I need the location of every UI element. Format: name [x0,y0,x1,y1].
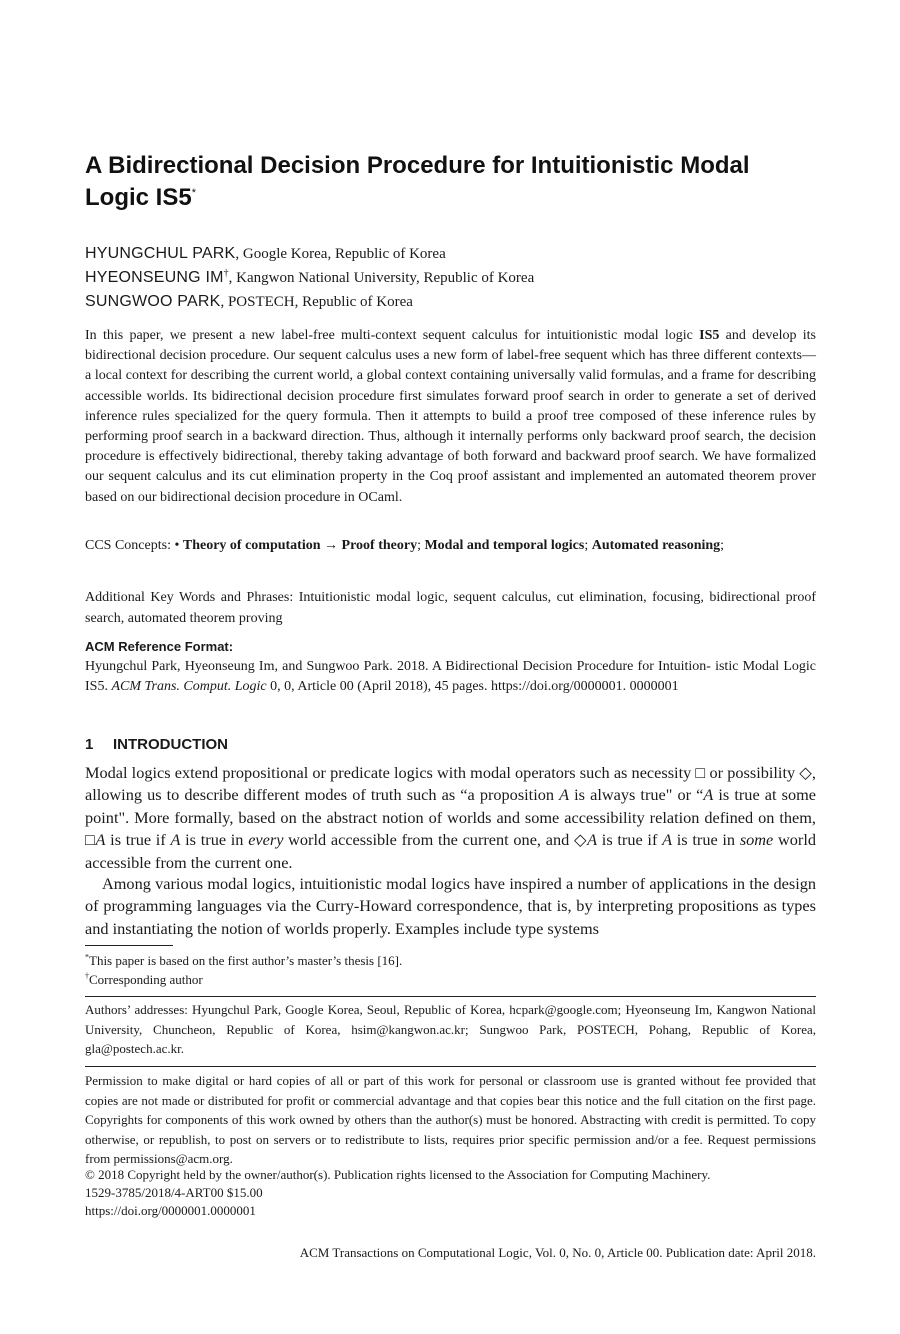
math-var: A [95,830,106,850]
intro-text: is true at some point". More formally, based on the abstract notion of worlds and some accessibility relation defined on them, □ [85,785,816,850]
intro-text: is true if [597,830,663,850]
footnote-text: This paper is based on the first author’s master’s thesis [16]. [89,953,403,968]
reference-format-heading: ACM Reference Format: [85,639,234,654]
author-affiliation: , Google Korea, Republic of Korea [235,246,446,262]
abstract-logic-name: IS5 [699,328,720,343]
footnote-mark: * [85,952,89,962]
intro-text: is true in [672,830,740,850]
author-line [85,290,816,314]
footnote-divider [85,945,173,946]
section-heading [85,734,228,756]
intro-text: world accessible from the current one, and ◇ [283,830,588,850]
page-footer: ACM Transactions on Computational Logic, Vol. 0, No. 0, Article 00. Publication date: April 2018. [299,1245,816,1260]
section-number: 1 [85,736,94,753]
ccs-concept: Theory of computation → Proof theory [182,538,418,553]
title-footnote-mark: * [191,187,196,199]
intro-text: is true if [105,830,171,850]
footnote-text: Corresponding author [89,972,203,987]
author-name: SUNGWOO PARK [85,293,221,310]
emphasis: every [248,830,284,850]
ccs-separator: ; [584,538,592,553]
math-var: A [662,830,673,850]
reference-text: 0, 0, Article 00 (April 2018), 45 pages. https://doi.org/0000001. 0000001 [266,679,679,694]
reference-text: Hyungchul Park, Hyeonseung Im, and Sungwoo Park. 2018. A Bidirectional Decision Procedure for Intuition- istic Modal Logic IS5. [85,659,816,694]
reference-journal: ACM Trans. Comput. Logic [111,679,267,694]
footnote [85,952,816,970]
issn-line: 1529-3785/2018/4-ART00 $15.00 [85,1185,263,1200]
intro-text: is always true" or “ [569,785,704,805]
author-affiliation: , Kangwon National University, Republic of Korea [228,270,535,286]
abstract [85,326,816,508]
intro-paragraph: Among various modal logics, intuitionistic modal logics have inspired a number of applications in the design of programming languages via the Curry-Howard correspondence, that is, by interpreting propositions as types and instantiating the notion of worlds properly. Examples include type systems [85,874,816,938]
permission-divider [85,1066,816,1067]
author-line [85,242,816,266]
ccs-concept: Modal and temporal logics [424,538,585,553]
author-mark: † [223,268,229,279]
ccs-separator: ; [417,538,425,553]
author-affiliation: , POSTECH, Republic of Korea [220,294,413,310]
doi-link[interactable]: https://doi.org/0000001.0000001 [85,1203,256,1218]
addresses-divider [85,996,816,997]
math-var: A [559,785,570,805]
paper-title-text: A Bidirectional Decision Procedure for Intuitionistic Modal Logic IS5 [85,152,750,211]
intro-paragraph [85,762,816,874]
author-list [85,242,816,314]
intro-text: world accessible from the current one. [85,830,816,872]
math-var: A [703,785,714,805]
footnote-mark: † [85,971,89,981]
ccs-separator: ; [720,538,725,553]
permission-notice: Permission to make digital or hard copies of all or part of this work for personal or classroom use is granted without fee provided that copies are not made or distributed for profit or commercial advantage and that copies bear this notice and the full citation on the first page. Copyrights for components of this work owned by others than the author(s) must be honored. Abstracting with credit is permitted. To copy otherwise, or republish, to post on servers or to redistribute to lists, requires prior specific permission and/or a fee. Request permissions from permissions@acm.org. [85,1073,816,1166]
reference-format [85,657,816,697]
math-var: A [170,830,181,850]
ccs-concept: Automated reasoning [591,538,721,553]
math-var: A [587,830,598,850]
footnote [85,971,816,989]
author-addresses: Authors’ addresses: Hyungchul Park, Google Korea, Seoul, Republic of Korea, hcpark@google.com; Hyeonseung Im, Kangwon National University, Chuncheon, Republic of Korea, hsim@kangwon.ac.kr; Sungwoo Park, POSTECH, Pohang, Republic of Korea, gla@postech.ac.kr. [85,1002,816,1056]
ccs-concepts [85,535,816,556]
abstract-text: and develop its bidirectional decision procedure. Our sequent calculus uses a new form of label-free sequent which has three different contexts—a local context for describing the current world, a global context containing universally valid formulas, and a frame for describing accessible worlds. Its bidirectional decision procedure first simulates forward proof search in order to generate a set of derived inference rules specialized for the query formula. Then it attempts to build a proof tree composed of these inference rules by performing proof search in a backward direction. Thus, although it internally performs only backward proof search, the decision procedure is effectively bidirectional, thereby taking advantage of both forward and backward proof search. We have formalized our sequent calculus and its cut elimination property in the Coq proof assistant and implemented an automated theorem prover based on our bidirectional decision procedure in OCaml. [85,328,817,505]
author-name: HYUNGCHUL PARK [85,245,236,262]
abstract-text: In this paper, we present a new label-free multi-context sequent calculus for intuitionistic modal logic [85,328,700,343]
section-title: INTRODUCTION [113,736,228,753]
intro-text: Modal logics extend propositional or predicate logics with modal operators such as necessity □ or possibility ◇, allowing us to describe different modes of truth such as “a proposition [85,763,816,805]
ccs-label: CCS Concepts: • [85,538,183,553]
keywords: Additional Key Words and Phrases: Intuitionistic modal logic, sequent calculus, cut elimination, focusing, bidirectional proof search, automated theorem proving [85,590,816,626]
intro-text: is true in [180,830,249,850]
emphasis: some [739,830,774,850]
paper-title [85,150,816,214]
author-name: HYEONSEUNG IM [85,269,224,286]
copyright-notice: © 2018 Copyright held by the owner/author(s). Publication rights licensed to the Association for Computing Machinery. [85,1167,711,1182]
author-line [85,266,816,290]
